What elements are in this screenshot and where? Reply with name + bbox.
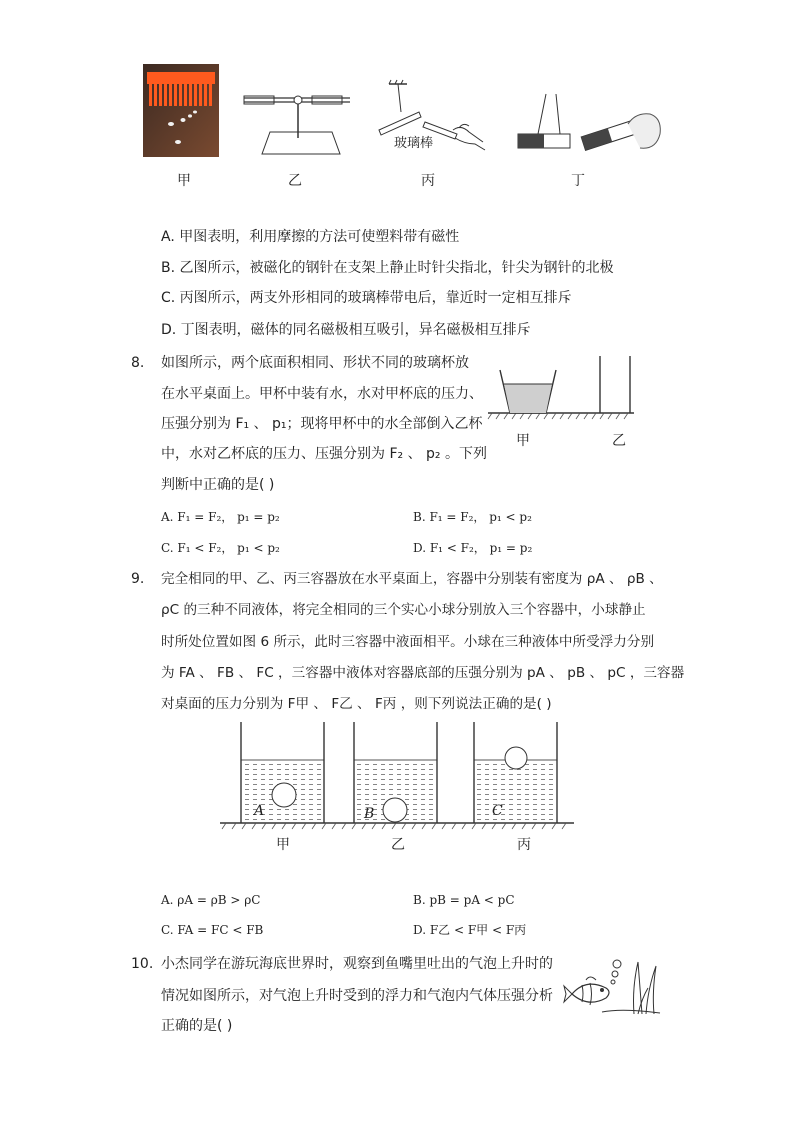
q9-option-c[interactable]: C. FA = FC < FB [161,923,264,937]
cups-figure [488,356,638,426]
q10-stem-line-3: 正确的是( ) [161,1018,233,1034]
cup-label-yi: 乙 [612,433,626,449]
q9-stem-line-1: 完全相同的甲、乙、丙三容器放在水平桌面上，容器中分别装有密度为 ρA 、 ρB 、 [161,571,663,587]
q7-option-d[interactable]: D. 丁图表明，磁体的同名磁极相互吸引，异名磁极相互排斥 [161,322,531,338]
container-label-jia: 甲 [276,837,290,853]
comb-photo-figure [143,64,219,157]
q9-stem-line-3: 时所处位置如图 6 所示，此时三容器中液面相平。小球在三种液体中所受浮力分别 [161,634,655,650]
three-containers-figure [220,722,576,832]
q8-option-a[interactable]: A. F₁ = F₂， p₁ = p₂ [161,510,280,524]
q8-number: 8. [131,355,145,371]
q7-option-a[interactable]: A. 甲图表明，利用摩擦的方法可使塑料带有磁性 [161,229,460,245]
figure-caption-bing: 丙 [421,173,435,189]
ball-label-b: B [364,806,375,822]
q8-option-b[interactable]: B. F₁ = F₂， p₁ < p₂ [413,510,532,524]
q9-number: 9. [131,571,145,587]
q8-option-c[interactable]: C. F₁ < F₂， p₁ < p₂ [161,541,280,555]
magnets-figure [516,94,666,156]
cup-label-jia: 甲 [516,433,530,449]
q10-stem-line-1: 小杰同学在游玩海底世界时，观察到鱼嘴里吐出的气泡上升时的 [161,956,553,972]
q9-option-a[interactable]: A. ρA = ρB > ρC [161,893,261,907]
ball-label-a: A [254,803,265,819]
q8-stem-line-5: 判断中正确的是( ) [161,477,275,493]
q9-stem-line-4: 为 FA 、 FB 、 FC ，三容器中液体对容器底部的压强分别为 pA 、 pB 、 pC ，三容器 [161,665,685,681]
container-label-bing: 丙 [517,837,531,853]
q8-stem-line-4: 中，水对乙杯底的压力、压强分别为 F₂ 、 p₂ 。下列 [161,446,487,462]
ball-label-c: C [492,803,503,819]
q8-option-d[interactable]: D. F₁ < F₂， p₁ = p₂ [413,541,533,555]
q10-stem-line-2: 情况如图所示，对气泡上升时受到的浮力和气泡内气体压强分析 [161,988,553,1004]
q8-stem-line-1: 如图所示，两个底面积相同、形状不同的玻璃杯放 [161,355,469,371]
q7-option-b[interactable]: B. 乙图所示，被磁化的钢针在支架上静止时针尖指北，针尖为钢针的北极 [161,260,614,276]
figure-caption-ding: 丁 [571,173,585,189]
q10-number: 10. [131,956,154,972]
q9-stem-line-2: ρC 的三种不同液体，将完全相同的三个实心小球分别放入三个容器中，小球静止 [161,602,646,618]
glass-rod-label: 玻璃棒 [394,136,434,151]
container-label-yi: 乙 [391,837,405,853]
q8-stem-line-3: 压强分别为 F₁ 、 p₁；现将甲杯中的水全部倒入乙杯 [161,416,483,432]
q9-option-b[interactable]: B. pB = pA < pC [413,893,515,907]
fish-bubbles-figure [562,958,662,1016]
q8-stem-line-2: 在水平桌面上。甲杯中装有水，水对甲杯底的压力、 [161,386,483,402]
q9-option-d[interactable]: D. F乙 < F甲 < F丙 [413,923,527,937]
figure-caption-yi: 乙 [288,173,302,189]
q7-option-c[interactable]: C. 丙图所示，两支外形相同的玻璃棒带电后，靠近时一定相互排斥 [161,290,572,306]
q9-stem-line-5: 对桌面的压力分别为 F甲 、 F乙 、 F丙 ，则下列说法正确的是( ) [161,696,552,712]
needle-stand-figure [240,88,355,158]
figure-caption-jia: 甲 [177,173,191,189]
